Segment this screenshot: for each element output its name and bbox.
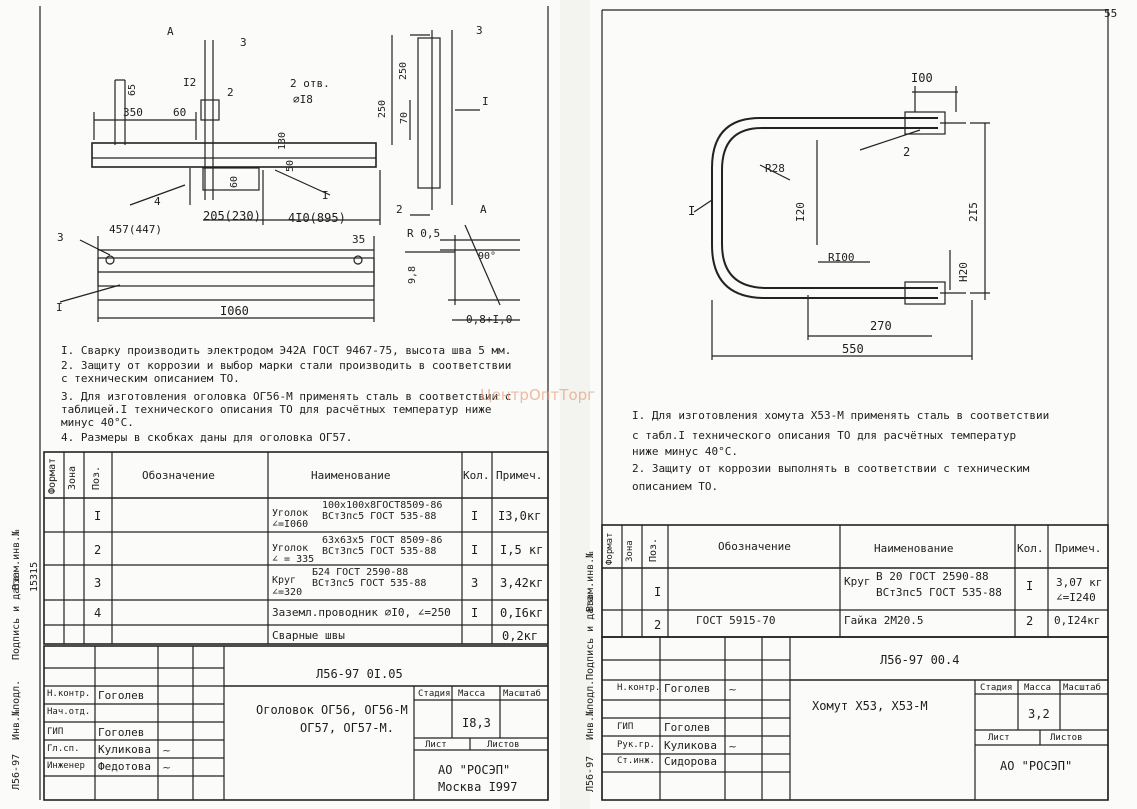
right-role-3: Рук.гр. <box>617 740 655 750</box>
r-th-qty: Кол. <box>1017 542 1044 555</box>
dim-270: 270 <box>870 319 892 333</box>
dim-50: 50 <box>285 159 296 172</box>
right-name-3: Куликова <box>664 739 717 752</box>
signature-4: ~ <box>728 740 738 753</box>
dim-60b: 60 <box>229 175 240 188</box>
dim-70: 70 <box>399 111 410 124</box>
dim-h120: Н20 <box>957 262 970 282</box>
dim-98: 9,8 <box>407 265 418 284</box>
dim-250b: 250 <box>377 99 388 118</box>
hole-dia-label: ⌀I8 <box>293 93 313 106</box>
r28-label: R28 <box>765 162 785 175</box>
row4-note: 0,I6кг <box>500 606 544 620</box>
callout-i2: I2 <box>183 76 197 89</box>
r-row2-designation: ГОСТ 5915-70 <box>696 614 776 627</box>
right-mass-val: 3,2 <box>1028 707 1050 721</box>
right-side-s3: Взам.инв.№ <box>585 551 596 612</box>
th-format: Формат <box>47 457 58 494</box>
left-mass: Масса <box>458 689 486 699</box>
right-name-2: Гоголев <box>664 721 711 734</box>
right-name-1: Гоголев <box>664 682 711 695</box>
left-note-3: 3. Для изготовления оголовка ОГ56-М применять сталь в соответствии с <box>61 390 512 403</box>
row1-qty: I <box>471 509 479 523</box>
r-th-note: Примеч. <box>1055 542 1102 555</box>
right-note-2: 2. Защиту от коррозии выполнять в соответствии с техническим <box>632 462 1030 475</box>
row4-qty: I <box>471 606 479 620</box>
r-th-name: Наименование <box>874 542 954 555</box>
callout-1b: I <box>482 95 489 108</box>
row3-note: 3,42кг <box>500 576 544 590</box>
right-side-s4: Л56-97 <box>585 755 596 792</box>
left-role-1: Н.контр. <box>47 689 91 699</box>
left-org: АО "РОСЭП" <box>438 763 511 777</box>
r-row1-qty: I <box>1026 579 1034 593</box>
callout-a: A <box>167 25 174 38</box>
callout-3b: 3 <box>476 24 483 37</box>
row3-name-l1: Б24 ГОСТ 2590-88 <box>312 567 409 578</box>
callout-3c: 3 <box>57 231 64 244</box>
signature-3: ~ <box>728 683 738 696</box>
r100-label: RI00 <box>828 251 855 264</box>
dim-35: 35 <box>352 233 366 246</box>
right-role-1: Н.контр. <box>617 683 661 693</box>
dim-1060: I060 <box>220 304 249 318</box>
left-sheet: Лист <box>425 740 447 750</box>
dim-215: 2I5 <box>967 202 980 222</box>
row1-name-l3: ∠=I060 <box>272 519 309 530</box>
row3-name-l2: ВСт3пс5 ГОСТ 535-88 <box>312 578 427 589</box>
row4-name: Заземл.проводник ⌀I0, ∠=250 <box>272 606 451 619</box>
left-doc-code: Л56-97 0I.05 <box>316 667 403 681</box>
dim-410: 4I0(895) <box>288 211 346 225</box>
right-name-4: Сидорова <box>664 755 717 768</box>
th-pos: Поз. <box>91 465 102 490</box>
left-role-2: Нач.отд. <box>47 707 91 717</box>
right-doc-code: Л56-97 00.4 <box>880 653 960 667</box>
right-scale: Масштаб <box>1063 683 1101 693</box>
r-row2-note: 0,I24кг <box>1054 614 1101 627</box>
holes-label: 2 отв. <box>290 77 330 90</box>
row3-qty: 3 <box>471 576 479 590</box>
callout-4: 4 <box>154 195 161 208</box>
callout-1c: I <box>56 301 63 314</box>
row2-name-l2: ВСт3пс5 ГОСТ 535-88 <box>322 546 437 557</box>
left-name-1: Гоголев <box>98 689 145 702</box>
row1-note: I3,0кг <box>498 509 542 523</box>
th-designation: Обозначение <box>142 469 215 482</box>
r05-label: R 0,5 <box>407 227 441 240</box>
r-row1-note-l2: ∠=I240 <box>1056 591 1096 604</box>
r-row2-pos: 2 <box>654 618 662 632</box>
row2-qty: I <box>471 543 479 557</box>
right-note-1: I. Для изготовления хомута Х53-М применять сталь в соответствии <box>632 409 1050 422</box>
r-th-designation: Обозначение <box>718 540 791 553</box>
right-role-2: ГИП <box>617 722 634 732</box>
row1-name-l0: Уголок <box>272 508 309 519</box>
callout-2b: 2 <box>396 203 403 216</box>
dim-100: I00 <box>911 71 933 85</box>
row2-note: I,5 кг <box>500 543 544 557</box>
right-note-1b: с табл.I технического описания ТО для расчётных температур <box>632 429 1017 442</box>
row3-pos: 3 <box>94 576 102 590</box>
left-side-n1: 15315 <box>29 561 40 592</box>
left-note-2: 2. Защиту от коррозии и выбор марки стали производить в соответствии <box>61 359 512 372</box>
row4-pos: 4 <box>94 606 102 620</box>
left-note-3b: таблицей.I технического описания ТО для расчётных температур ниже <box>61 403 492 416</box>
left-stage: Стадия <box>418 689 451 699</box>
row5-note: 0,2кг <box>502 629 539 643</box>
dim-350: 350 <box>123 106 143 119</box>
r-row1-pos: I <box>654 585 662 599</box>
left-name-5: Федотова <box>98 760 151 773</box>
right-stage: Стадия <box>980 683 1013 693</box>
left-name-3: Гоголев <box>98 726 145 739</box>
dim-65: 65 <box>127 83 138 96</box>
callout-ab: A <box>480 203 487 216</box>
r-callout-1: I <box>688 204 696 218</box>
right-sheet: Лист <box>988 733 1010 743</box>
callout-3: 3 <box>240 36 247 49</box>
row2-name-l0: Уголок <box>272 543 309 554</box>
left-note-2b: с техническим описанием ТО. <box>61 372 240 385</box>
dim-08: 0,8+I,0 <box>466 313 513 326</box>
left-title-l2: ОГ57, ОГ57-М. <box>300 721 394 735</box>
th-name: Наименование <box>311 469 391 482</box>
left-note-1: I. Сварку производить электродом Э42А ГОСТ 9467-75, высота шва 5 мм. <box>61 344 512 357</box>
right-org: АО "РОСЭП" <box>1000 759 1073 773</box>
th-note: Примеч. <box>496 469 543 482</box>
left-title-l1: Оголовок ОГ56, ОГ56-М <box>256 703 408 717</box>
r-th-zone: Зона <box>625 540 635 562</box>
right-sheets: Листов <box>1050 733 1083 743</box>
r-row2-qty: 2 <box>1026 614 1034 628</box>
r-th-pos: Поз. <box>648 537 659 562</box>
dim-457: 457(447) <box>109 223 162 236</box>
left-note-3c: минус 40°С. <box>61 416 134 429</box>
dim-120: I20 <box>794 202 807 222</box>
row5-name: Сварные швы <box>272 629 345 642</box>
left-side-s4: Л56-97 <box>11 753 22 790</box>
right-note-2b: описанием ТО. <box>632 480 719 493</box>
row1-name-l2: ВСт3пс5 ГОСТ 535-88 <box>322 511 437 522</box>
dim-130: 130 <box>277 131 288 150</box>
left-mass-val: I8,3 <box>462 716 491 730</box>
right-mass: Масса <box>1024 683 1052 693</box>
row1-name-l1: 100x100x8ГОСТ8509-86 <box>322 500 443 511</box>
row2-pos: 2 <box>94 543 102 557</box>
left-sheets: Листов <box>487 740 520 750</box>
r-th-format: Формат <box>605 532 615 565</box>
left-scale: Масштаб <box>503 689 541 699</box>
dim-60: 60 <box>173 106 187 119</box>
right-role-4: Ст.инж. <box>617 756 655 766</box>
page-number: 55 <box>1104 7 1118 20</box>
left-role-3: ГИП <box>47 727 64 737</box>
th-qty: Кол. <box>463 469 490 482</box>
left-side-s2: Подпись и дата <box>11 575 22 660</box>
th-zone: Зона <box>67 465 78 490</box>
left-name-4: Куликова <box>98 743 151 756</box>
callout-2: 2 <box>227 86 234 99</box>
angle-90: 90° <box>478 251 497 262</box>
r-row1-name-l1: В 20 ГОСТ 2590-88 <box>876 570 989 583</box>
watermark: ЦентрОптТорг <box>480 386 596 404</box>
callout-1a: I <box>322 189 329 202</box>
r-row1-name-l2: ВСт3пс5 ГОСТ 535-88 <box>876 586 1002 599</box>
left-note-4: 4. Размеры в скобках даны для оголовка ОГ57. <box>61 431 353 444</box>
signature-1: ~ <box>162 744 172 757</box>
left-role-5: Инженер <box>47 761 85 771</box>
r-callout-2: 2 <box>903 145 911 159</box>
row1-pos: I <box>94 509 102 523</box>
row3-name-l3: ∠=320 <box>272 587 303 598</box>
left-side-s1: Инв.№подл. <box>11 679 22 740</box>
right-title: Хомут Х53, Х53-М <box>812 699 928 713</box>
right-side-s1: Инв.№подл. <box>585 679 596 740</box>
left-city: Москва I997 <box>438 780 518 794</box>
r-row1-note-l1: 3,07 кг <box>1056 576 1103 589</box>
left-role-4: Гл.сп. <box>47 744 80 754</box>
dim-250a: 250 <box>398 61 409 80</box>
left-side-s3: Взам.инв.№ <box>11 529 22 590</box>
right-note-1c: ниже минус 40°С. <box>632 445 738 458</box>
r-row2-name: Гайка 2М20.5 <box>844 614 924 627</box>
dim-205: 205(230) <box>203 209 261 223</box>
dim-550: 550 <box>842 342 864 356</box>
signature-2: ~ <box>162 761 172 774</box>
row2-name-l3: ∠ = 335 <box>272 554 315 565</box>
right-side-s2: Подпись и дата <box>585 595 596 680</box>
row3-name-l0: Круг <box>272 575 297 586</box>
r-row1-name-l0: Круг <box>844 575 871 588</box>
row2-name-l1: 63x63x5 ГОСТ 8509-86 <box>322 535 443 546</box>
